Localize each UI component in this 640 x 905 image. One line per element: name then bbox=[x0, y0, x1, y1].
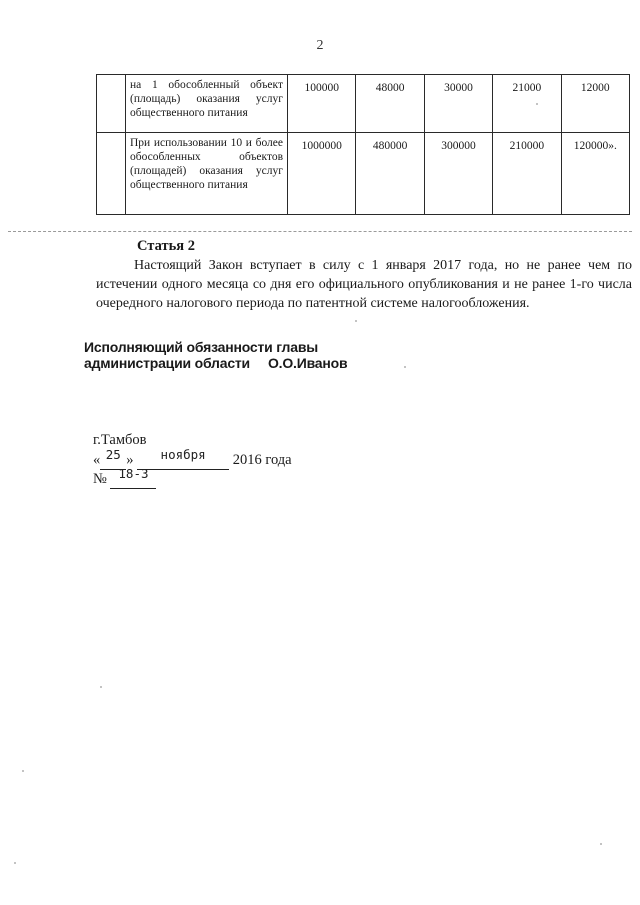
signature-position: Исполняющий обязанности главы bbox=[84, 339, 318, 355]
table-cell-description: При использовании 10 и более обособленных объектов (площадей) оказания услуг общественного питания bbox=[126, 133, 288, 215]
article-title: Статья 2 bbox=[137, 238, 195, 254]
table-cell-value: 12000 bbox=[561, 75, 629, 133]
scan-speck bbox=[14, 862, 16, 864]
place-of-signing: г.Тамбов bbox=[93, 432, 147, 448]
table-cell-empty bbox=[97, 133, 126, 215]
divider bbox=[8, 231, 632, 232]
date-month-blank bbox=[137, 447, 229, 470]
table-cell-value: 210000 bbox=[493, 133, 561, 215]
table-cell-value: 100000 bbox=[288, 75, 356, 133]
signature-position-line2 bbox=[84, 355, 347, 371]
table-cell-value: 480000 bbox=[356, 133, 424, 215]
scan-speck bbox=[355, 320, 357, 322]
table-cell-value: 120000». bbox=[561, 133, 629, 215]
table-cell-description: на 1 обособленный объект (площадь) оказания услуг общественного питания bbox=[126, 75, 288, 133]
number-sign: № bbox=[93, 471, 107, 487]
scan-speck bbox=[100, 686, 102, 688]
table-cell-value: 1000000 bbox=[288, 133, 356, 215]
table-cell-value: 300000 bbox=[424, 133, 492, 215]
table-cell-value: 30000 bbox=[424, 75, 492, 133]
table-row bbox=[97, 75, 630, 133]
date-year: 2016 года bbox=[232, 452, 292, 468]
tax-rate-table bbox=[96, 74, 630, 215]
scan-speck bbox=[22, 770, 24, 772]
table-cell-value: 21000 bbox=[493, 75, 561, 133]
number-blank bbox=[110, 466, 156, 489]
scan-speck bbox=[404, 366, 406, 368]
number-value: 18-З bbox=[118, 466, 149, 481]
scan-speck bbox=[536, 103, 538, 105]
signature-block bbox=[84, 339, 347, 371]
table-row bbox=[97, 133, 630, 215]
date-day: 25 bbox=[105, 447, 121, 462]
document-number bbox=[93, 466, 156, 489]
signatory-name: О.О.Иванов bbox=[267, 355, 348, 371]
table-cell-empty bbox=[97, 75, 126, 133]
signature-office: администрации области bbox=[84, 355, 250, 371]
date-open-quote: « bbox=[93, 452, 101, 468]
page-number: 2 bbox=[316, 38, 324, 53]
table-cell-value: 48000 bbox=[356, 75, 424, 133]
article-text: Настоящий Закон вступает в силу с 1 января 2017 года, но не ранее чем по истечении одного месяца со дня его официального опубликования и не ранее 1-го числа очередного налогового периода по патентной системе налогообложения. bbox=[96, 258, 632, 311]
date-month: ноября bbox=[160, 447, 206, 462]
date-close-quote: » bbox=[126, 452, 134, 468]
scan-speck bbox=[600, 843, 602, 845]
